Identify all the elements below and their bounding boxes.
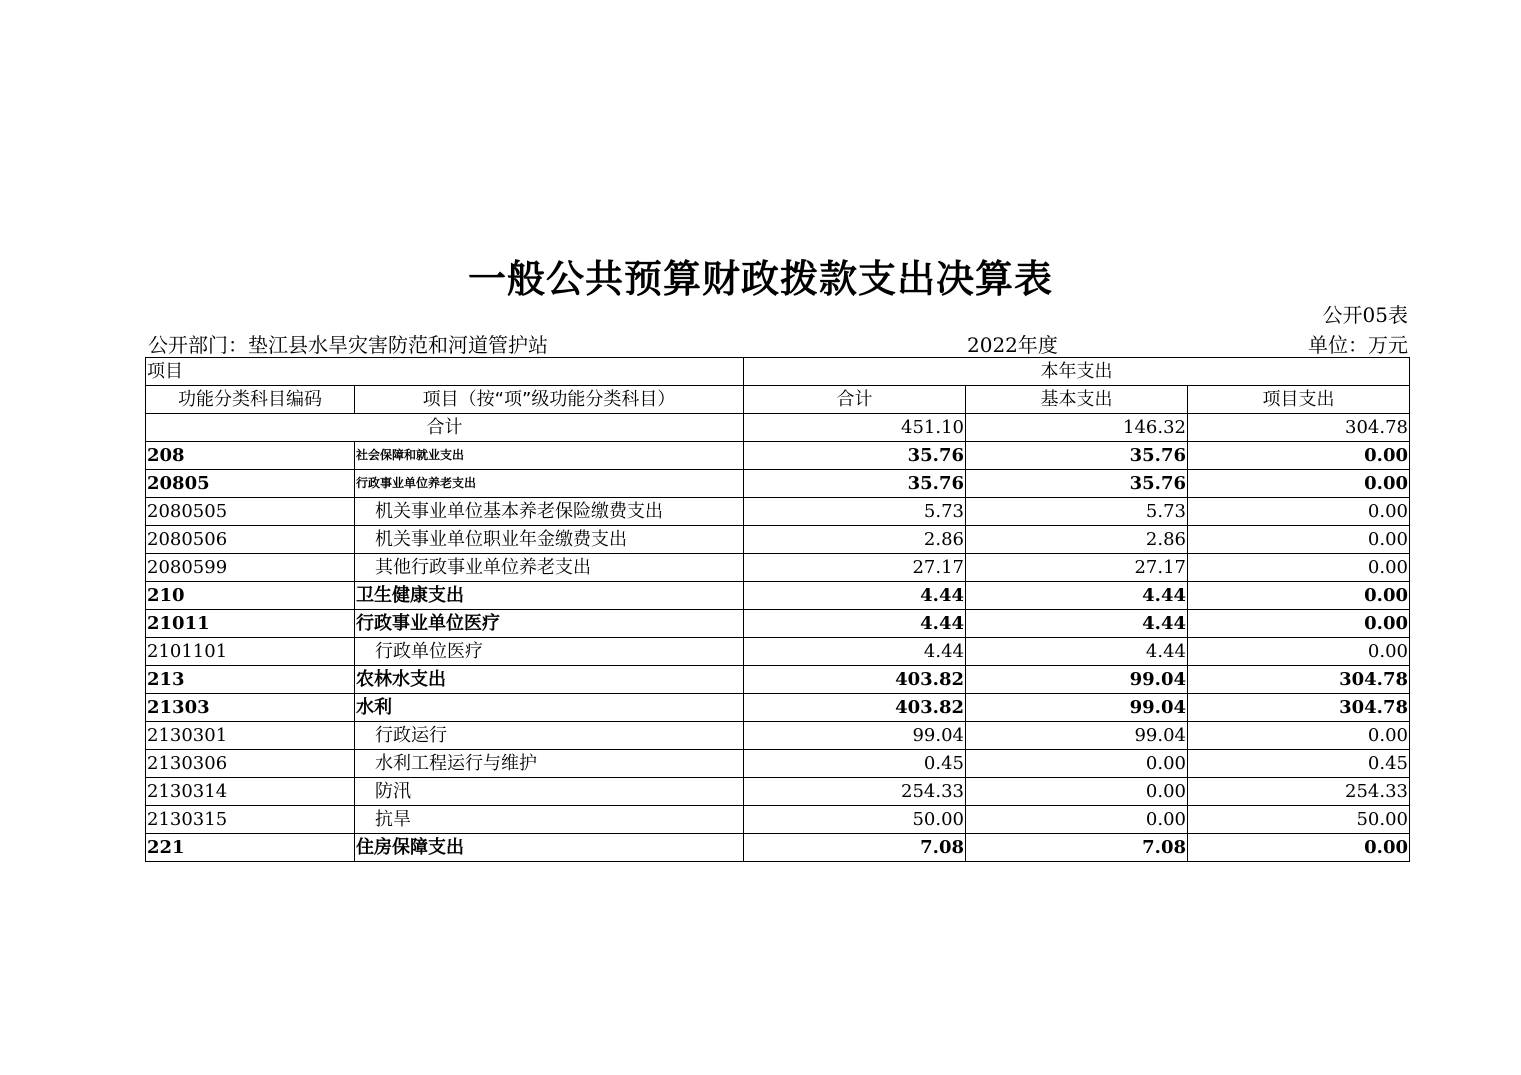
row-project: 0.00 (1188, 470, 1410, 498)
row-code: 2080505 (146, 498, 355, 526)
row-basic: 5.73 (966, 498, 1188, 526)
row-name: 水利 (355, 694, 744, 722)
row-code: 2101101 (146, 638, 355, 666)
row-code: 208 (146, 442, 355, 470)
total-label: 合计 (146, 414, 744, 442)
header-basic: 基本支出 (966, 386, 1188, 414)
row-total: 99.04 (744, 722, 966, 750)
row-basic: 2.86 (966, 526, 1188, 554)
row-code: 2130314 (146, 778, 355, 806)
header-row-sub (146, 386, 1410, 414)
page-title: 一般公共预算财政拨款支出决算表 (467, 257, 1053, 301)
table-row (146, 722, 1410, 750)
row-name: 农林水支出 (355, 666, 744, 694)
table-row (146, 806, 1410, 834)
row-basic: 35.76 (966, 442, 1188, 470)
row-name: 行政事业单位养老支出 (355, 470, 744, 498)
row-code: 21303 (146, 694, 355, 722)
table-row (146, 666, 1410, 694)
row-code: 2130306 (146, 750, 355, 778)
row-project: 0.00 (1188, 498, 1410, 526)
row-basic: 0.00 (966, 778, 1188, 806)
row-total: 4.44 (744, 610, 966, 638)
header-name: 项目（按“项”级功能分类科目） (355, 386, 744, 414)
row-total: 35.76 (744, 442, 966, 470)
table-row (146, 554, 1410, 582)
row-total: 403.82 (744, 694, 966, 722)
row-code: 2080599 (146, 554, 355, 582)
row-name: 住房保障支出 (355, 834, 744, 862)
row-project: 50.00 (1188, 806, 1410, 834)
row-name: 社会保障和就业支出 (355, 442, 744, 470)
row-name: 机关事业单位基本养老保险缴费支出 (355, 498, 744, 526)
table-row (146, 526, 1410, 554)
row-project: 0.00 (1188, 582, 1410, 610)
department-label: 公开部门：垫江县水旱灾害防范和河道管护站 (148, 333, 548, 357)
row-code: 2080506 (146, 526, 355, 554)
row-total: 50.00 (744, 806, 966, 834)
row-total: 7.08 (744, 834, 966, 862)
row-name: 机关事业单位职业年金缴费支出 (355, 526, 744, 554)
row-code: 210 (146, 582, 355, 610)
row-project: 0.00 (1188, 442, 1410, 470)
row-code: 221 (146, 834, 355, 862)
row-total: 27.17 (744, 554, 966, 582)
total-row (146, 414, 1410, 442)
header-code: 功能分类科目编码 (146, 386, 355, 414)
table-row (146, 778, 1410, 806)
row-basic: 27.17 (966, 554, 1188, 582)
table-row (146, 470, 1410, 498)
table-row (146, 498, 1410, 526)
row-total: 0.45 (744, 750, 966, 778)
table-row (146, 834, 1410, 862)
row-name: 行政运行 (355, 722, 744, 750)
row-name: 其他行政事业单位养老支出 (355, 554, 744, 582)
row-code: 21011 (146, 610, 355, 638)
row-basic: 7.08 (966, 834, 1188, 862)
row-basic: 4.44 (966, 610, 1188, 638)
row-total: 403.82 (744, 666, 966, 694)
row-basic: 0.00 (966, 750, 1188, 778)
table-row (146, 582, 1410, 610)
row-project: 0.00 (1188, 638, 1410, 666)
header-item: 项目 (146, 358, 744, 386)
row-project: 254.33 (1188, 778, 1410, 806)
row-name: 防汛 (355, 778, 744, 806)
row-basic: 99.04 (966, 694, 1188, 722)
row-project: 0.00 (1188, 610, 1410, 638)
row-basic: 4.44 (966, 638, 1188, 666)
fiscal-year: 2022年度 (967, 333, 1058, 357)
row-basic: 0.00 (966, 806, 1188, 834)
row-code: 2130315 (146, 806, 355, 834)
header-total: 合计 (744, 386, 966, 414)
total-basic: 146.32 (966, 414, 1188, 442)
table-row (146, 694, 1410, 722)
row-project: 304.78 (1188, 694, 1410, 722)
row-name: 水利工程运行与维护 (355, 750, 744, 778)
table-row (146, 610, 1410, 638)
row-basic: 99.04 (966, 722, 1188, 750)
header-row-top (146, 358, 1410, 386)
row-project: 0.00 (1188, 526, 1410, 554)
row-project: 304.78 (1188, 666, 1410, 694)
table-row (146, 750, 1410, 778)
row-project: 0.45 (1188, 750, 1410, 778)
row-total: 4.44 (744, 638, 966, 666)
header-current-year: 本年支出 (744, 358, 1410, 386)
row-name: 行政单位医疗 (355, 638, 744, 666)
table-row (146, 638, 1410, 666)
total-project: 304.78 (1188, 414, 1410, 442)
row-project: 0.00 (1188, 834, 1410, 862)
row-code: 20805 (146, 470, 355, 498)
row-total: 5.73 (744, 498, 966, 526)
row-basic: 4.44 (966, 582, 1188, 610)
row-total: 4.44 (744, 582, 966, 610)
total-amount: 451.10 (744, 414, 966, 442)
form-number: 公开05表 (1322, 303, 1408, 327)
row-project: 0.00 (1188, 722, 1410, 750)
row-total: 35.76 (744, 470, 966, 498)
row-name: 卫生健康支出 (355, 582, 744, 610)
expenditure-table (145, 357, 1410, 862)
row-total: 254.33 (744, 778, 966, 806)
row-name: 抗旱 (355, 806, 744, 834)
row-basic: 99.04 (966, 666, 1188, 694)
header-project: 项目支出 (1188, 386, 1410, 414)
row-project: 0.00 (1188, 554, 1410, 582)
row-name: 行政事业单位医疗 (355, 610, 744, 638)
row-code: 2130301 (146, 722, 355, 750)
row-total: 2.86 (744, 526, 966, 554)
unit-label: 单位：万元 (1308, 333, 1408, 357)
row-basic: 35.76 (966, 470, 1188, 498)
row-code: 213 (146, 666, 355, 694)
table-row (146, 442, 1410, 470)
